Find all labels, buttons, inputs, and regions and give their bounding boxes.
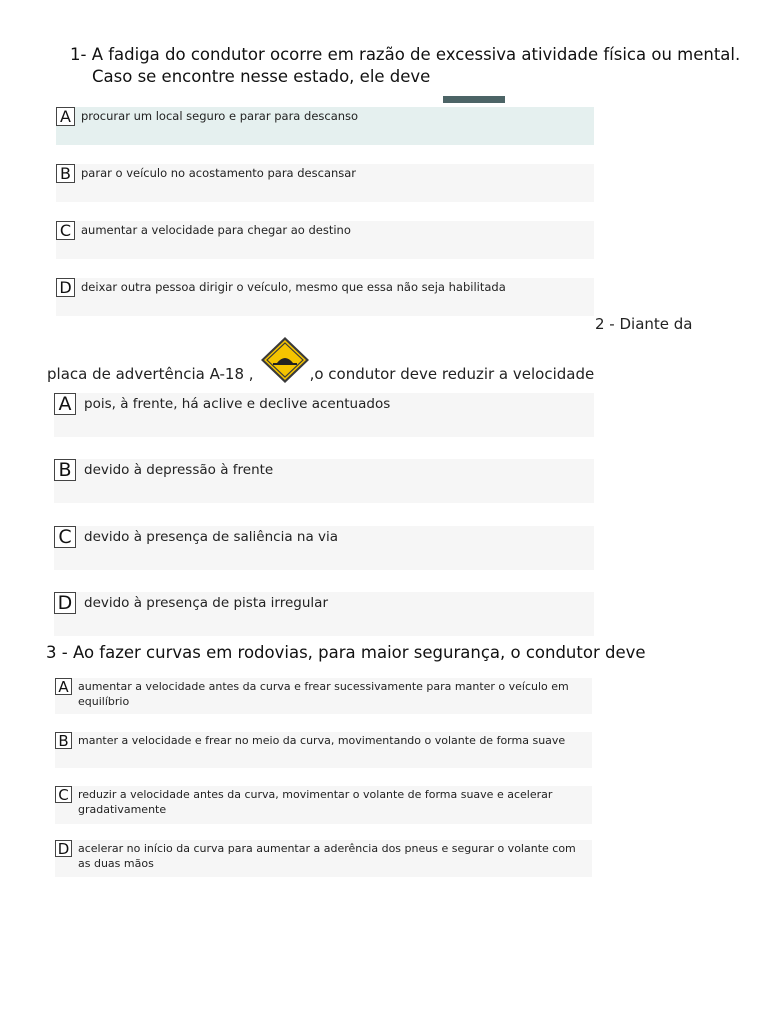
q1-option-d[interactable] bbox=[56, 278, 594, 316]
option-letter: A bbox=[54, 393, 76, 415]
option-letter: C bbox=[54, 526, 76, 548]
option-text: aumentar a velocidade antes da curva e frear sucessivamente para manter o veículo em equilíbrio bbox=[78, 680, 569, 708]
option-text: devido à presença de pista irregular bbox=[84, 595, 329, 611]
option-text: devido à presença de saliência na via bbox=[84, 529, 339, 545]
option-text: procurar um local seguro e parar para descanso bbox=[81, 109, 359, 123]
option-letter: D bbox=[54, 592, 76, 614]
option-text: aumentar a velocidade para chegar ao destino bbox=[81, 223, 351, 237]
option-text: devido à depressão à frente bbox=[84, 462, 274, 478]
q1-option-c[interactable] bbox=[56, 221, 594, 259]
option-text: pois, à frente, há aclive e declive acentuados bbox=[84, 396, 391, 412]
accent-bar bbox=[443, 96, 505, 103]
q2-option-a[interactable] bbox=[54, 393, 594, 437]
question-2-suffix: ,o condutor deve reduzir a velocidade bbox=[309, 365, 595, 383]
q2-option-d[interactable] bbox=[54, 592, 594, 636]
question-2-text bbox=[47, 365, 594, 383]
option-text: acelerar no início da curva para aumentar a aderência dos pneus e segurar o volante com as duas mãos bbox=[78, 842, 576, 870]
option-text: manter a velocidade e frear no meio da curva, movimentando o volante de forma suave bbox=[78, 734, 566, 747]
option-letter: B bbox=[54, 459, 76, 481]
question-1-title: 1- A fadiga do condutor ocorre em razão de excessiva atividade física ou mental. Caso se encontre nesse estado, ele deve bbox=[70, 45, 741, 86]
option-text: parar o veículo no acostamento para descansar bbox=[81, 166, 357, 180]
speed-bump-sign-icon bbox=[259, 335, 311, 385]
option-text: reduzir a velocidade antes da curva, movimentar o volante de forma suave e acelerar gradativamente bbox=[78, 788, 553, 816]
q1-option-a[interactable] bbox=[56, 107, 594, 145]
question-3-title: 3 - Ao fazer curvas em rodovias, para maior segurança, o condutor deve bbox=[46, 643, 646, 662]
option-letter: C bbox=[55, 786, 72, 803]
q1-option-b[interactable] bbox=[56, 164, 594, 202]
option-letter: C bbox=[56, 221, 75, 240]
option-letter: A bbox=[56, 107, 75, 126]
q3-option-c[interactable] bbox=[55, 786, 592, 824]
option-letter: B bbox=[56, 164, 75, 183]
option-letter: D bbox=[56, 278, 75, 297]
option-text: deixar outra pessoa dirigir o veículo, mesmo que essa não seja habilitada bbox=[81, 280, 506, 294]
q3-option-b[interactable] bbox=[55, 732, 592, 768]
question-2-number: 2 - Diante da bbox=[595, 315, 693, 333]
question-2-prefix: placa de advertência A-18 , bbox=[47, 365, 254, 383]
option-letter: D bbox=[55, 840, 72, 857]
option-letter: B bbox=[55, 732, 72, 749]
q3-option-d[interactable] bbox=[55, 840, 592, 877]
q2-option-b[interactable] bbox=[54, 459, 594, 503]
q2-option-c[interactable] bbox=[54, 526, 594, 570]
q3-option-a[interactable] bbox=[55, 678, 592, 714]
option-letter: A bbox=[55, 678, 72, 695]
